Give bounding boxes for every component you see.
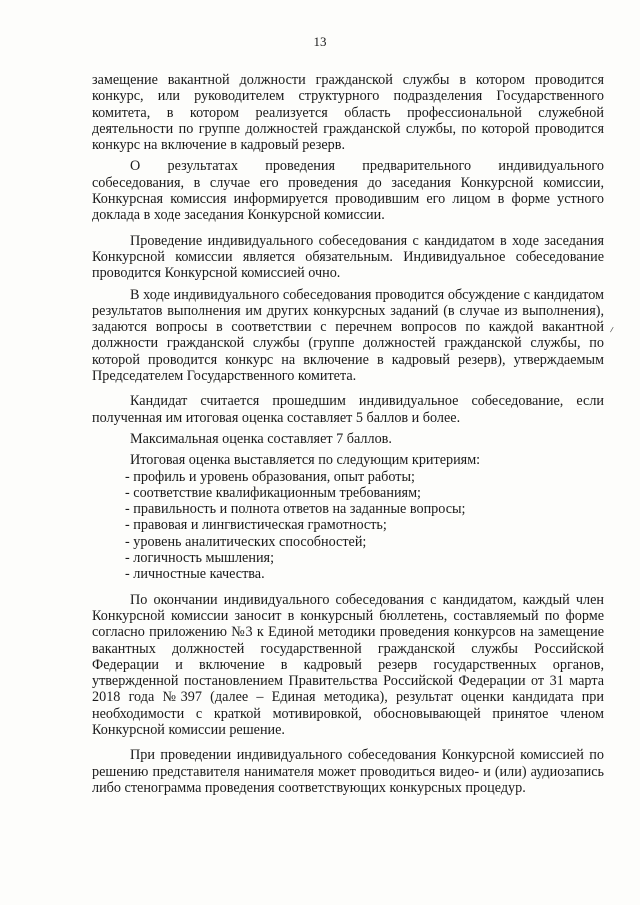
paragraph-8: По окончании индивидуального собеседования с кандидатом, каждый член Конкурсной комиссии заносит в конкурсный бюллетень, составляемый по форме согласно приложению №3 к Единой методики проведения конкурсов на замещение вакантных должностей государственной гражданской службы Российской Федерации и включение в кадровый резерв государственных органов, утвержденной постановлением Правительства Российской Федерации от 31 марта 2018 года №397 (далее – Единая методика), результат оценки кандидата при необходимости с краткой мотивировкой, обосновывающей принятое членом Конкурсной комиссии решение. [92,591,604,738]
list-item: - профиль и уровень образования, опыт работы; [125,468,415,485]
margin-pen-mark: ⸝ [606,319,616,335]
list-item: - личностные качества. [125,566,265,583]
paragraph-9: При проведении индивидуального собеседования Конкурсной комиссией по решению представителя нанимателя может проводиться видео- и (или) аудиозапись либо стенограмма проведения соответствующих конкурсных процедур. [92,747,604,796]
paragraph-5: Кандидат считается прошедшим индивидуальное собеседование, если полученная им итоговая оценка составляет 5 баллов и более. [92,393,604,426]
paragraph-2: О результатах проведения предварительного индивидуального собеседования, в случае его проведения до заседания Конкурсной комиссии, Конкурсная комиссия информируется проводившим его лицом в форме устного доклада в ходе заседания Конкурсной комиссии. [92,158,604,224]
list-item: - правовая и лингвистическая грамотность; [125,517,387,534]
paragraph-3: Проведение индивидуального собеседования с кандидатом в ходе заседания Конкурсной комиссии является обязательным. Индивидуальное собеседование проводится Конкурсной комиссией очно. [92,232,604,282]
list-item: - логичность мышления; [125,550,275,567]
list-item: - соответствие квалификационным требованиям; [125,484,421,501]
paragraph-max-score: Максимальная оценка составляет 7 баллов. [130,430,392,447]
paragraph-criteria-intro: Итоговая оценка выставляется по следующим критериям: [130,452,481,469]
paragraph-1: замещение вакантной должности гражданской службы в котором проводится конкурс, или руководителем структурного подразделения Государственного комитета, в котором реализуется область профессиональной служебной деятельности по группе должностей гражданской службы, по которой проводится конкурс на включение в кадровый резерв. [92,72,604,154]
criteria-list [92,469,604,583]
list-item: - правильность и полнота ответов на заданные вопросы; [125,501,466,518]
paragraph-4: В ходе индивидуального собеседования проводится обсуждение с кандидатом результатов выполнения им других конкурсных заданий (в случае из выполнения), задаются вопросы в соответствии с перечнем вопросов по каждой вакантной должности гражданской службы (группе должностей гражданской службы, по которой проводится конкурс на включение в кадровый резерв), утверждаемым Председателем Государственного комитета. [92,286,604,385]
document-body [92,72,604,796]
list-item: - уровень аналитических способностей; [125,533,367,550]
page-number: 13 [313,34,327,49]
